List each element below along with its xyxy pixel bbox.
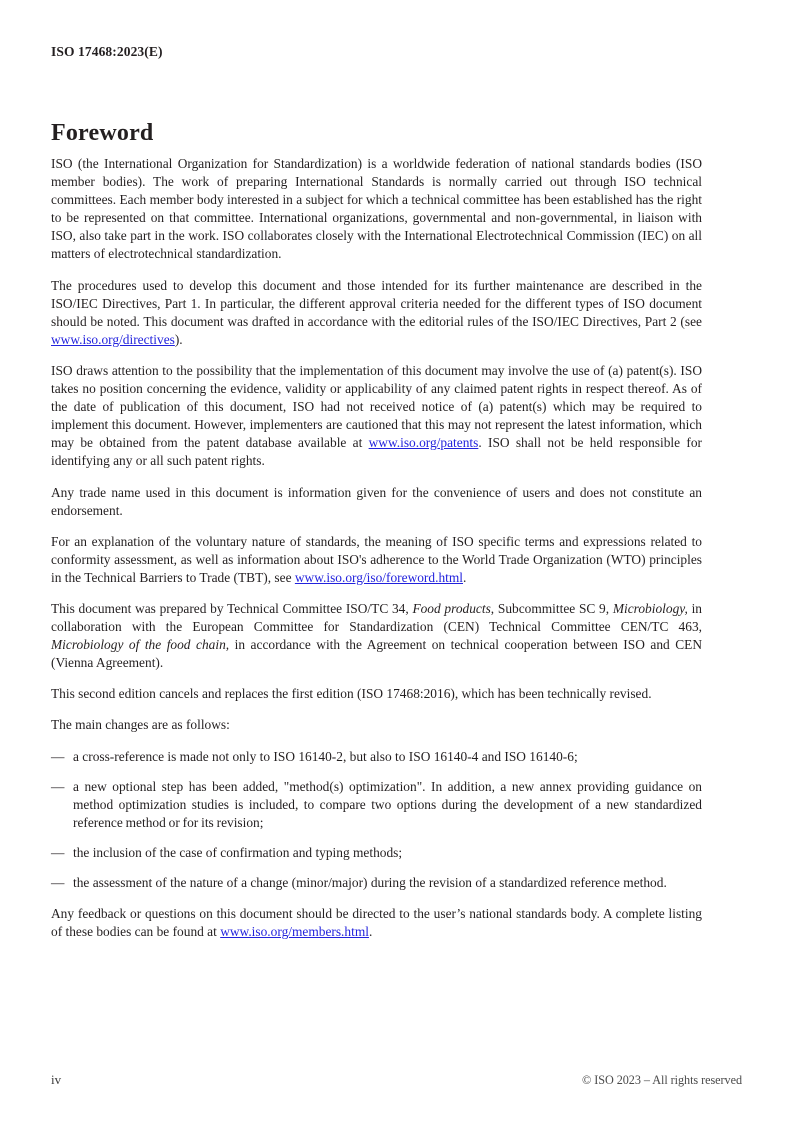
paragraph-text: Any trade name used in this document is information given for the convenience of users and does not constitute an endorsement. [51,484,702,518]
paragraph-voluntary-nature [51,533,702,587]
paragraph-text-after-link: . [368,924,373,940]
paragraph-text-after-link: . ISO shall not be held responsible for identifying any or all such patent rights. [51,435,702,469]
paragraph-second-edition [51,685,702,703]
em-dash-bullet-icon: — [51,778,65,794]
paragraph-text: ISO (the International Organization for Standardization) is a worldwide federation of national standards bodies (ISO member bodies). The work of preparing International Standards is normally carried out through ISO technical committees. Each member body interested in a subject for which a technical committee has been established has the right to be represented on that committee. International organizations, governmental and non-governmental, in liaison with ISO, also take part in the work. ISO collaborates closely with the International Electrotechnical Commission (IEC) on all matters of electrotechnical standardization. [51,156,702,262]
paragraph-text-segment: This document was prepared by Technical Committee ISO/TC 34, [51,600,413,616]
paragraph-text-before-link: ISO draws attention to the possibility that the implementation of this document may involve the use of (a) patent(s). ISO takes no position concerning the evidence, validity or applicability of any claimed patent rights in respect thereof. As of the date of publication of this document, ISO had not received notice of (a) patent(s) which may be required to implement this document. However, implementers are cautioned that this may not represent the latest information, which may be obtained from the patent database available at [51,362,702,451]
subcommittee-title-microbiology: Microbiology, [612,600,688,616]
link-iso-foreword[interactable]: www.iso.org/iso/foreword.html [294,569,463,585]
em-dash-bullet-icon: — [51,844,65,860]
list-item [51,874,702,892]
paragraph-procedures [51,277,702,349]
list-item [51,748,702,766]
paragraph-text: The main changes are as follows: [51,717,230,733]
page-footer [51,1072,742,1088]
page-title: Foreword [51,120,154,147]
committee-title-microbiology-food-chain: Microbiology of the food chain, [51,637,230,653]
em-dash-bullet-icon: — [51,875,65,890]
link-iso-patents[interactable]: www.iso.org/patents [368,435,479,451]
paragraph-text: This second edition cancels and replaces the first edition (ISO 17468:2016), which has been technically revised. [51,686,652,702]
paragraph-text-before-link: The procedures used to develop this document and those intended for its further maintenance are described in the ISO/IEC Directives, Part 1. In particular, the different approval criteria needed for the different types of ISO document should be noted. This document was drafted in accordance with the editorial rules of the ISO/IEC Directives, Part 2 (see [51,277,702,329]
list-item-text: a cross-reference is made not only to ISO 16140-2, but also to ISO 16140-4 and ISO 16140-6; [73,748,578,764]
paragraph-feedback [51,905,702,941]
link-iso-members[interactable]: www.iso.org/members.html [220,924,369,940]
copyright-notice: © ISO 2023 – All rights reserved [582,1073,742,1087]
paragraph-main-changes-lead [51,716,702,734]
main-changes-list [51,748,702,893]
paragraph-text-segment: in collaboration with the European Committee for Standardization (CEN) Technical Committee CEN/TC 463, [51,600,702,635]
running-head: ISO 17468:2023(E) [51,44,163,59]
paragraph-text-after-link: . [463,569,467,585]
paragraph-text-after-link: ). [174,331,183,347]
paragraph-scope-of-iso [51,155,702,264]
em-dash-bullet-icon: — [51,748,65,764]
foreword-body [51,155,702,941]
paragraph-patents [51,362,702,471]
page-number: iv [51,1072,62,1087]
link-iso-directives[interactable]: www.iso.org/directives [51,331,175,347]
list-item [51,844,702,862]
paragraph-text-segment: , Subcommittee SC 9, [490,600,613,616]
paragraph-prepared-by [51,600,702,672]
paragraph-text-segment: in accordance with the Agreement on technical cooperation between ISO and CEN (Vienna Agreement). [51,637,703,671]
list-item-text: the inclusion of the case of confirmation and typing methods; [73,844,403,860]
committee-title-food-products: Food products [412,600,491,616]
list-item-text: the assessment of the nature of a change (minor/major) during the revision of a standardized reference method. [73,875,667,890]
list-item-text: a new optional step has been added, "method(s) optimization". In addition, a new annex providing guidance on method optimization studies is included, to compare two options during the development of a new standardized reference method or for its revision; [73,778,702,830]
paragraph-trade-name [51,484,702,520]
list-item [51,778,702,832]
paragraph-text-before-link: Any feedback or questions on this document should be directed to the user’s national standards body. A complete listing of these bodies can be found at [51,906,702,940]
paragraph-text-before-link: For an explanation of the voluntary nature of standards, the meaning of ISO specific terms and expressions related to conformity assessment, as well as information about ISO's adherence to the World Trade Organization (WTO) principles in the Technical Barriers to Trade (TBT), see [51,533,702,585]
